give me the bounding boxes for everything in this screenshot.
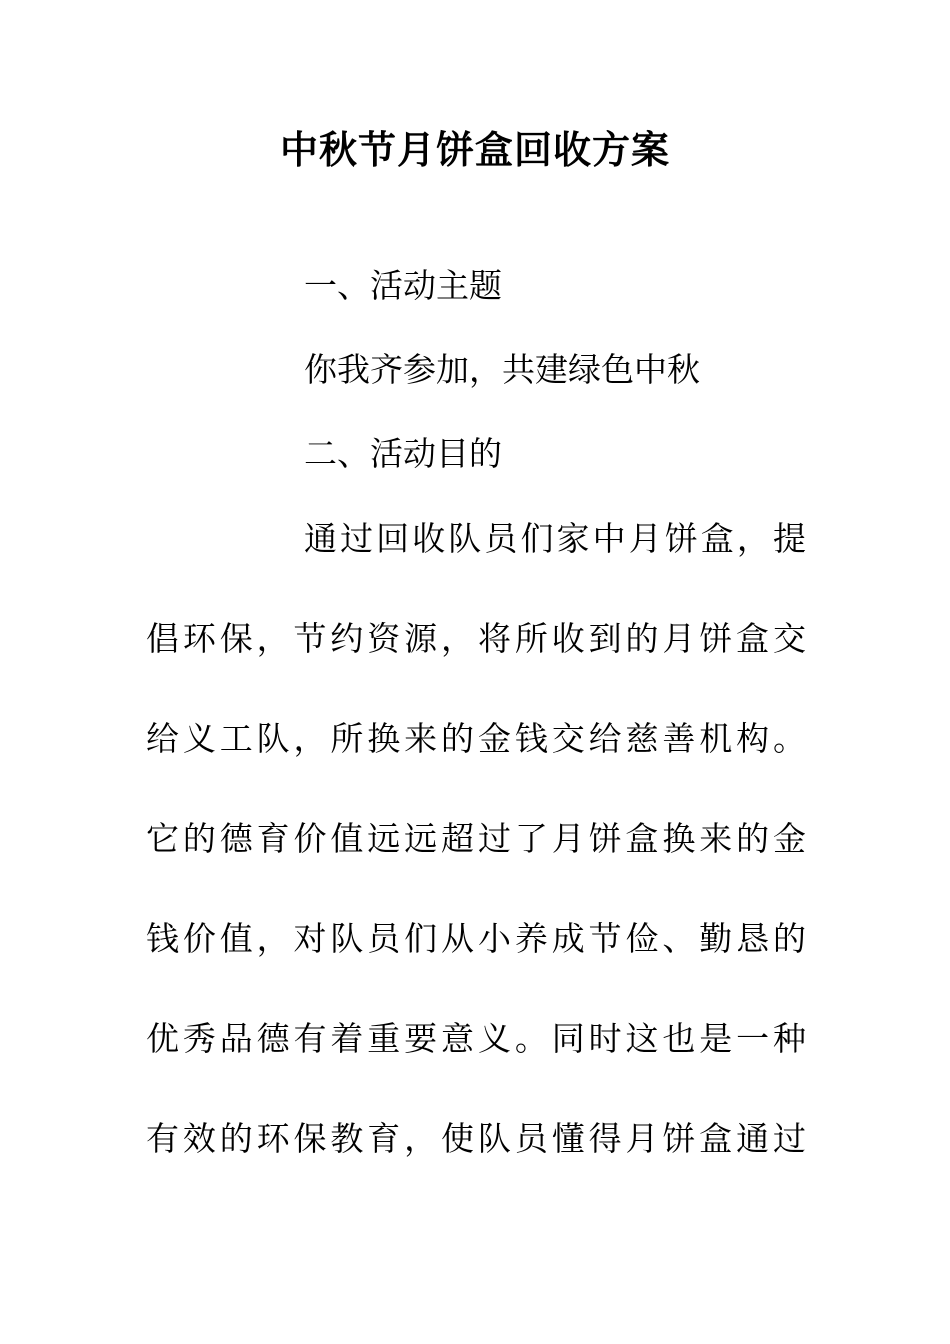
paragraph-line-2: 倡环保，节约资源，将所收到的月饼盒交 — [146, 619, 806, 658]
document-title: 中秋节月饼盒回收方案 — [279, 127, 670, 172]
section-heading-purpose: 二、活动目的 — [304, 434, 502, 473]
theme-text: 你我齐参加，共建绿色中秋 — [304, 350, 700, 389]
paragraph-line-5: 钱价值，对队员们从小养成节俭、勤恳的 — [146, 919, 806, 958]
paragraph-line-7: 有效的环保教育，使队员懂得月饼盒通过 — [146, 1119, 806, 1158]
paragraph-line-6: 优秀品德有着重要意义。同时这也是一种 — [146, 1019, 806, 1058]
paragraph-line-1: 通过回收队员们家中月饼盒，提 — [304, 519, 806, 558]
paragraph-line-4: 它的德育价值远远超过了月饼盒换来的金 — [146, 819, 806, 858]
section-heading-theme: 一、活动主题 — [304, 266, 502, 305]
paragraph-line-3: 给义工队，所换来的金钱交给慈善机构。 — [146, 719, 806, 758]
